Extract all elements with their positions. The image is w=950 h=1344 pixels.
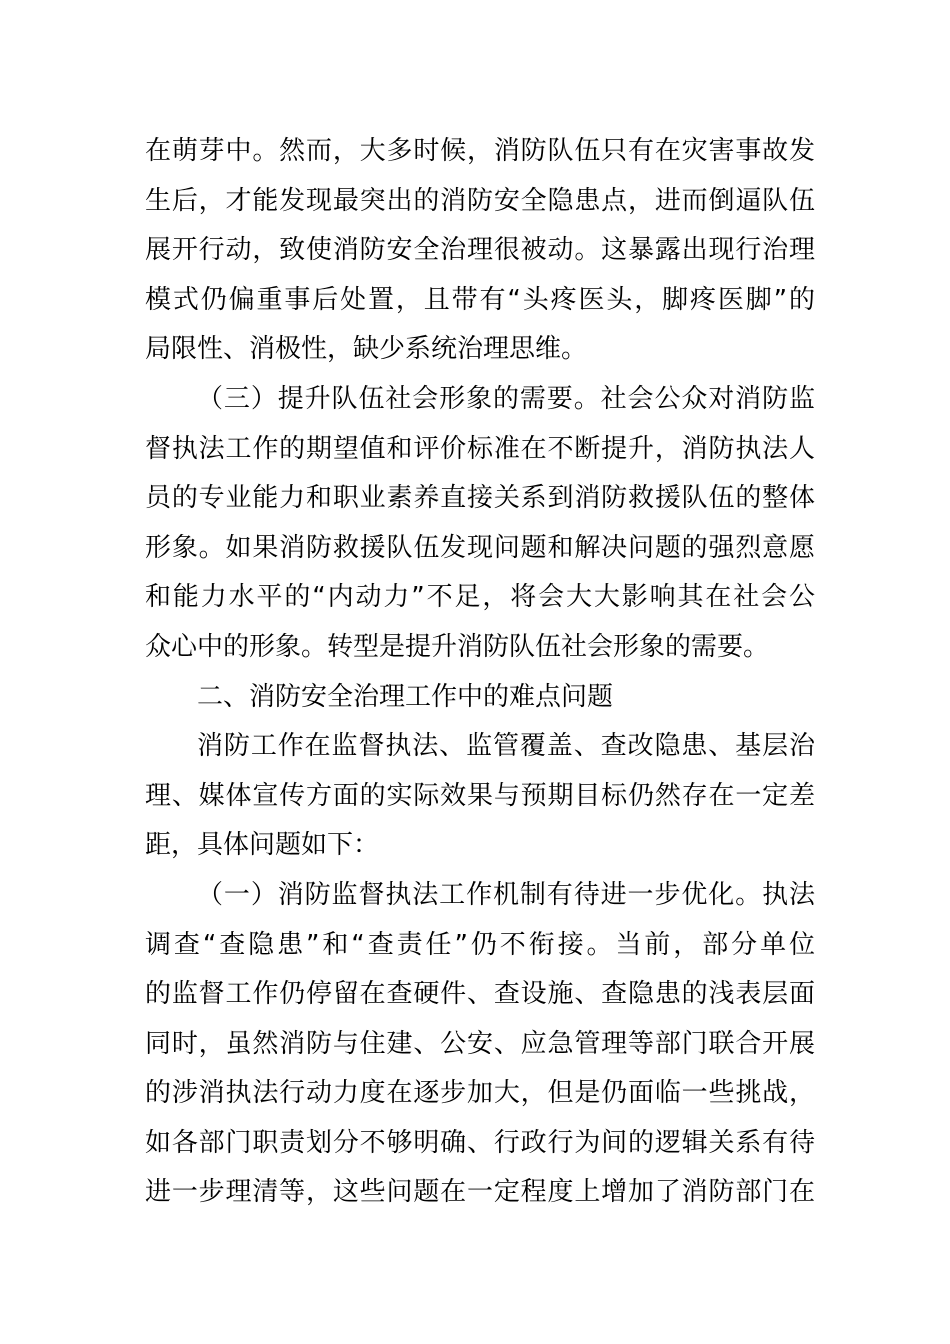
section-heading-3: （三）提升队伍社会形象的需要。社会公众对消防监 (197, 383, 815, 414)
text-line: 局限性、消极性，缺少系统治理思维。 (145, 334, 588, 365)
text-line: 在萌芽中。然而，大多时候，消防队伍只有在灾害事故发 (145, 136, 815, 166)
text-line: 生后，才能发现最突出的消防安全隐患点，进而倒逼队伍 (145, 185, 815, 216)
text-line: 众心中的形象。转型是提升消防队伍社会形象的需要。 (145, 631, 770, 662)
text-line: 调查“查隐患”和“查责任”仍不衔接。当前，部分单位 (145, 929, 815, 960)
text-line: 展开行动，致使消防安全治理很被动。这暴露出现行治理 (145, 235, 815, 266)
text-line: 员的专业能力和职业素养直接关系到消防救援队伍的整体 (145, 483, 815, 514)
text-line: 督执法工作的期望值和评价标准在不断提升，消防执法人 (145, 433, 815, 464)
text-line: 进一步理清等，这些问题在一定程度上增加了消防部门在 (145, 1177, 815, 1208)
text-line: 理、媒体宣传方面的实际效果与预期目标仍然存在一定差 (145, 780, 815, 811)
section-heading-1: （一）消防监督执法工作机制有待进一步优化。执法 (197, 879, 815, 910)
text-line: 形象。如果消防救援队伍发现问题和解决问题的强烈意愿 (145, 532, 815, 563)
text-line: 距，具体问题如下： (145, 830, 380, 861)
text-line: 同时，虽然消防与住建、公安、应急管理等部门联合开展 (145, 1028, 815, 1059)
text-line: 消防工作在监督执法、监管覆盖、查改隐患、基层治 (197, 731, 815, 762)
text-line: 和能力水平的“内动力”不足，将会大大影响其在社会公 (145, 582, 815, 613)
section-heading-2: 二、消防安全治理工作中的难点问题 (197, 681, 614, 712)
text-line: 的涉消执法行动力度在逐步加大，但是仍面临一些挑战， (145, 1078, 815, 1109)
text-line: 如各部门职责划分不够明确、行政行为间的逻辑关系有待 (145, 1127, 815, 1158)
text-line: 模式仍偏重事后处置，且带有“头疼医头，脚疼医脚”的 (145, 284, 815, 315)
text-line: 的监督工作仍停留在查硬件、查设施、查隐患的浅表层面 (145, 979, 815, 1010)
document-body (145, 127, 815, 1218)
